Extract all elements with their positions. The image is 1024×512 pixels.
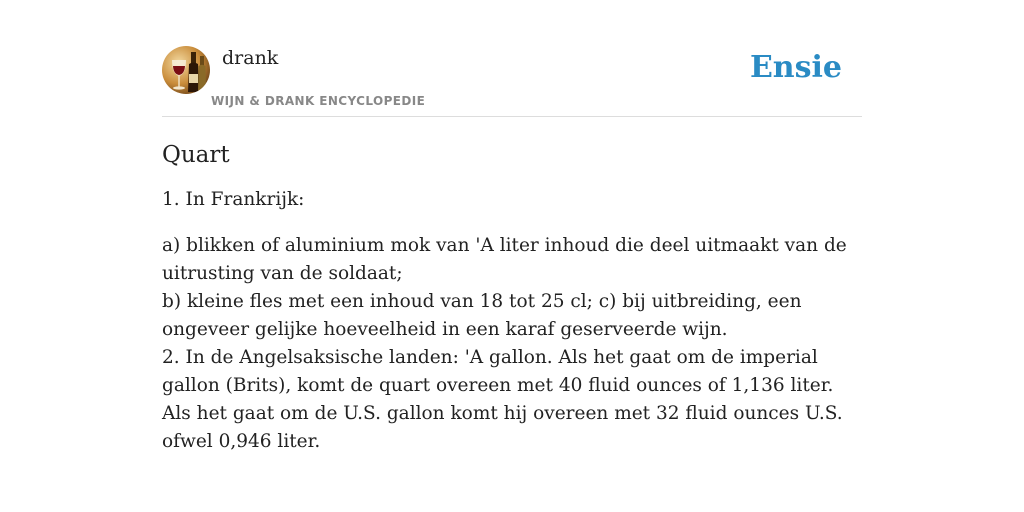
site-subtitle: WIJN & DRANK ENCYCLOPEDIE [211, 94, 426, 108]
page-title: Quart [162, 142, 230, 168]
page-header [162, 46, 862, 117]
paragraph-intro: 1. In Frankrijk: [162, 189, 305, 210]
definition-line: a) blikken of aluminium mok van 'A liter inhoud die deel uitmaakt van de uitrusting van de soldaat; [162, 235, 847, 284]
ensie-logo-link[interactable]: Ensie [749, 50, 842, 85]
site-name[interactable]: drank [222, 47, 279, 69]
definition-line: 2. In de Angelsaksische landen: 'A gallon. Als het gaat om de imperial gallon (Brits), komt de quart overeen met 40 fluid ounces of 1,136 liter. Als het gaat om de U.S. gallon komt hij overeen met 32 fluid ounces U.S. ofwel 0,946 liter. [162, 347, 843, 452]
definition-line: b) kleine fles met een inhoud van 18 tot 25 cl; c) bij uitbreiding, een ongeveer gelijke hoeveelheid in een karaf geserveerde wijn. [162, 291, 802, 340]
article-content [162, 138, 862, 474]
paragraph-definitions [162, 232, 862, 456]
wine-glass-bottle-icon[interactable] [162, 46, 210, 94]
